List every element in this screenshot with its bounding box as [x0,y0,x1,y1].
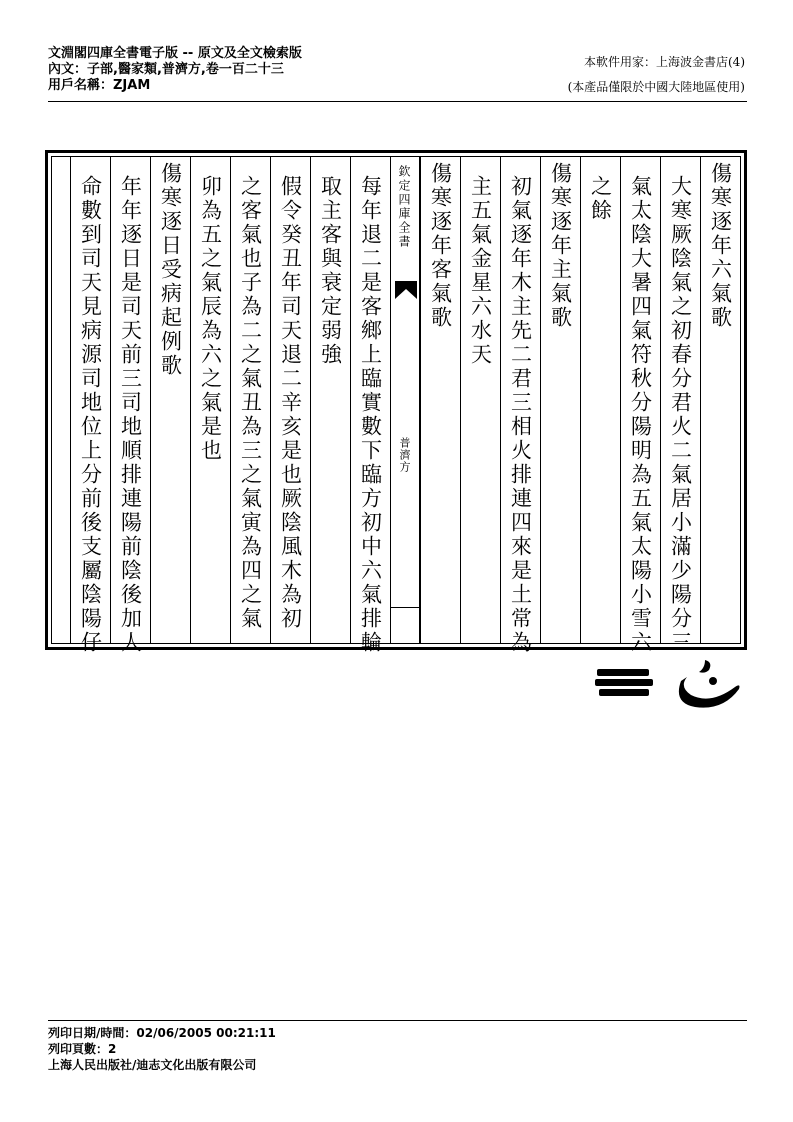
text-column [420,157,460,643]
print-datetime: 列印日期/時間：02/06/2005 00:21:11 [48,1026,276,1040]
publisher-credit: 上海人民出版社/迪志文化出版有限公司 [48,1058,257,1072]
text-column [460,157,500,643]
section-heading: 傷寒逐年客氣歌 [428,162,453,330]
page-frame [45,150,747,655]
header-region-note: (本產品僅限於中國大陸地區使用) [567,80,745,94]
body-text: 卯為五之氣辰為六之氣是也 [198,175,223,463]
text-column [270,157,310,643]
header-title: 文淵閣四庫全書電子版 -- 原文及全文檢索版 [48,46,302,61]
collection-title: 欽定四庫全書 [397,165,411,249]
text-column [660,157,700,655]
center-gutter [390,157,420,643]
text-column [150,157,190,643]
body-text: 每年退二是客鄉上臨實數下臨方初中六氣排輪 [358,175,383,655]
text-column [580,157,620,643]
fishtail-mark-icon [395,281,417,299]
text-column [190,157,230,643]
body-text: 年年逐日是司天前三司地順排連陽前陰後加人 [118,175,143,655]
body-text: 之客氣也子為二之氣丑為三之氣寅為四之氣 [238,175,263,631]
text-column [110,157,150,655]
text-column [620,157,660,655]
text-column [230,157,270,643]
text-column [70,157,110,655]
header-divider [48,101,747,102]
body-text: 之餘 [588,175,613,223]
header-user: 用戶名稱：ZJAM [48,78,151,93]
header-licensee: 本軟件用家：上海波金書店(4) [584,55,745,69]
text-column [500,157,540,655]
gutter-divider [391,607,419,608]
footer-divider [48,1020,747,1021]
body-text: 取主客與衰定弱強 [318,175,343,367]
body-text: 假令癸丑年司天退二辛亥是也厥陰風木為初 [278,175,303,631]
body-text: 主五氣金星六水天 [468,175,493,367]
body-text: 命數到司天見病源司地位上分前後支屬陰陽仔 [78,175,103,655]
text-column [310,157,350,643]
header-section: 內文：子部,醫家類,普濟方,卷一百二十三 [48,62,284,77]
text-column [350,157,390,655]
body-text: 初氣逐年木主先二君三相火排連四來是土常為 [508,175,533,655]
section-heading: 傷寒逐年六氣歌 [708,162,733,330]
text-column [540,157,580,643]
body-text: 氣太陰大暑四氣符秋分陽明為五氣太陽小雪六 [628,175,653,655]
section-heading: 傷寒逐日受病起例歌 [158,162,183,378]
page-inner-border [51,156,741,655]
body-text: 大寒厥陰氣之初春分君火二氣居小滿少陽分三 [668,175,693,655]
footer [48,1025,276,1073]
print-page-count: 列印頁數：2 [48,1042,117,1056]
book-title: 普濟方 [398,437,411,473]
header-right [568,50,745,100]
header-left [48,46,302,94]
text-column [700,157,740,643]
section-heading: 傷寒逐年主氣歌 [548,162,573,330]
publisher-logo [595,655,745,710]
